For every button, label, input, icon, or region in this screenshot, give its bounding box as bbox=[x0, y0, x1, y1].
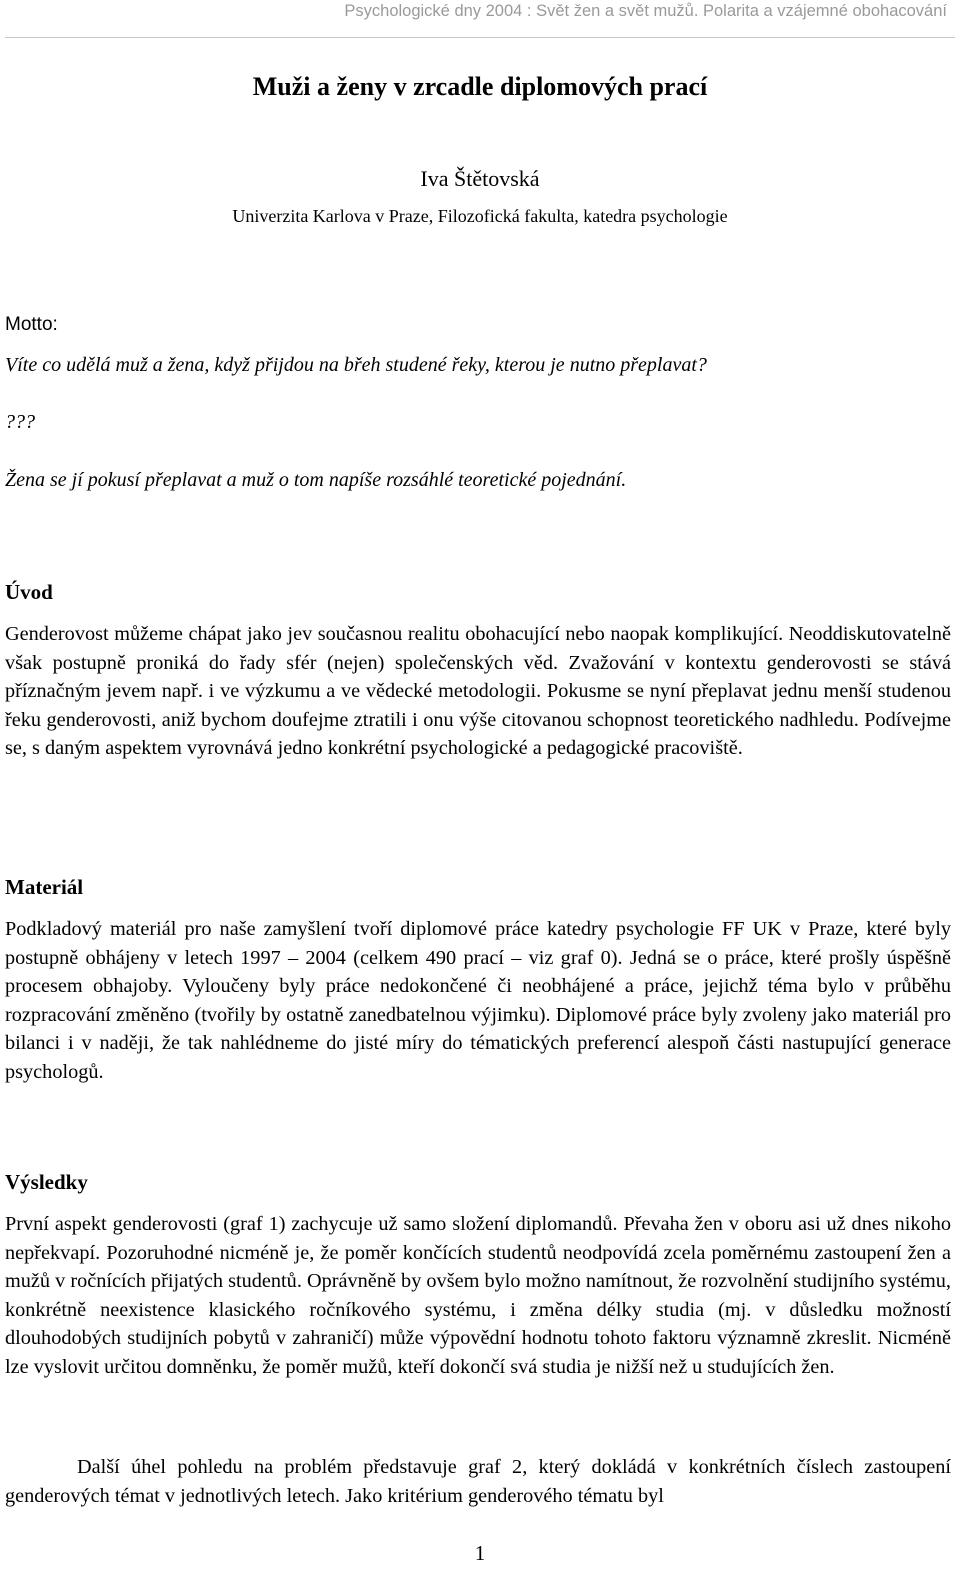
section-heading-vysledky: Výsledky bbox=[5, 1170, 88, 1194]
motto-pause: ??? bbox=[5, 411, 35, 433]
running-header: Psychologické dny 2004 : Svět žen a svět mužů. Polarita a vzájemné obohacování bbox=[344, 2, 947, 20]
page-number: 1 bbox=[474, 1541, 486, 1565]
header-divider bbox=[5, 37, 955, 38]
section-text-uvod: Genderovost můžeme chápat jako jev současnou realitu obohacující nebo naopak komplikující. Neoddiskutovatelně však postupně proniká do řady sfér (nejen) společenských věd. Zvažování v kontextu genderovosti se stává příznačným jevem např. i ve výzkumu a ve vědecké metodologii. Pokusme se nyní přeplavat jednu menší studenou řeku genderovosti, aniž bychom doufejme ztratili i onu výše citovanou schopnost teoretického nadhledu. Podívejme se, s daným aspektem vyrovnává jedno konkrétní psychologické a pedagogické pracoviště. bbox=[5, 623, 951, 760]
section-text-material: Podkladový materiál pro naše zamyšlení tvoří diplomové práce katedry psychologie FF UK v Praze, které byly postupně obhájeny v letech 1997 – 2004 (celkem 490 prací – viz graf 0). Jedná se o práce, které prošly úspěšně procesem obhajoby. Vyloučeny byly práce nedokončené či neobhájené a práce, jejichž téma bylo v průběhu rozpracování změněno (tvořily by ostatně zanedbatelnou výjimku). Diplomové práce byly zvoleny jako materiál pro bilanci i v naději, že tak nahlédneme do jisté míry do tématických preferencí alespoň části nastupující generace psychologů. bbox=[5, 918, 951, 1083]
motto-answer: Žena se jí pokusí přeplavat a muž o tom napíše rozsáhlé teoretické pojednání. bbox=[5, 469, 627, 491]
motto-label: Motto: bbox=[5, 314, 58, 335]
article-title: Muži a ženy v zrcadle diplomových prací bbox=[252, 72, 708, 101]
section-heading-material: Materiál bbox=[5, 875, 84, 899]
author-name: Iva Štětovská bbox=[420, 166, 540, 191]
section-text-vysledky-1: První aspekt genderovosti (graf 1) zachycuje už samo složení diplomandů. Převaha žen v oboru asi už dnes nikoho nepřekvapí. Pozoruhodné nicméně je, že poměr končících studentů neodpovídá zcela poměrnému zastoupení žen a mužů v ročnících přijatých studentů. Oprávněně by ovšem bylo možno namítnout, že rozvolnění studijního systému, konkrétně neexistence klasického ročníkového systému, i změna délky studia (mj. v důsledku možností dlouhodobých studijních pobytů v zahraničí) může výpovědní hodnotu tohoto faktoru významně zkreslit. Nicméně lze vyslovit určitou domněnku, že poměr mužů, kteří dokončí svá studia je nižší než u studujících žen. bbox=[5, 1213, 951, 1378]
motto-question: Víte co udělá muž a žena, když přijdou na břeh studené řeky, kterou je nutno přeplavat? bbox=[5, 354, 707, 376]
section-text-vysledky-2: Další úhel pohledu na problém představuje graf 2, který dokládá v konkrétních číslech zastoupení genderových témat v jednotlivých letech. Jako kritérium genderového tématu byl bbox=[5, 1456, 951, 1507]
section-heading-uvod: Úvod bbox=[5, 580, 53, 604]
author-affiliation: Univerzita Karlova v Praze, Filozofická fakulta, katedra psychologie bbox=[232, 206, 728, 226]
